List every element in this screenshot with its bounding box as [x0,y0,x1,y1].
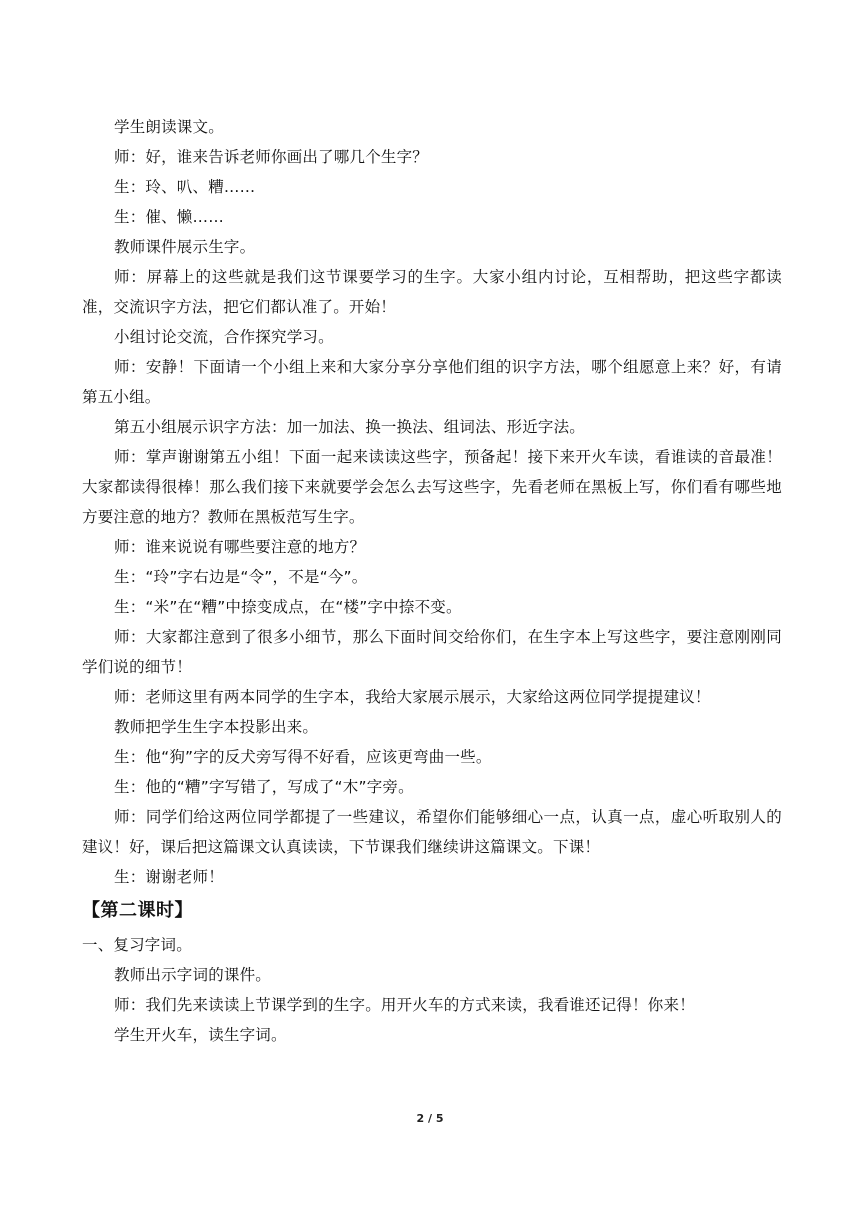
paragraph: 师：我们先来读读上节课学到的生字。用开火车的方式来读，我看谁还记得！你来！ [114,996,695,1014]
paragraph: 生：玲、叭、糟…… [114,178,256,196]
paragraph: 教师出示字词的课件。 [114,966,272,984]
paragraph: 师：谁来说说有哪些要注意的地方？ [114,538,366,556]
paragraph: 生：催、懒…… [114,208,224,226]
paragraph: 师：大家都注意到了很多小细节，那么下面时间交给你们，在生字本上写这些字，要注意刚刚同学们说的细节！ [82,628,782,676]
paragraph: 生：“玲”字右边是“令”，不是“今”。 [114,568,368,586]
paragraph: 师：同学们给这两位同学都提了一些建议，希望你们能够细心一点，认真一点，虚心听取别人的建议！好，课后把这篇课文认真读读，下节课我们继续讲这篇课文。下课！ [82,808,782,856]
section-heading: 【第二课时】 [82,900,193,921]
paragraph: 学生开火车，读生字词。 [114,1026,287,1044]
paragraph: 生：他的“糟”字写错了，写成了“木”字旁。 [114,778,414,796]
paragraph: 师：屏幕上的这些就是我们这节课要学习的生字。大家小组内讨论，互相帮助，把这些字都读准，交流识字方法，把它们都认准了。开始！ [82,268,782,316]
paragraph: 生：他“狗”字的反犬旁写得不好看，应该更弯曲一些。 [114,748,492,766]
page-number: 2 / 5 [416,1112,444,1125]
paragraph: 学生朗读课文。 [114,118,224,136]
review-heading: 一、复习字词。 [82,936,192,954]
paragraph: 教师课件展示生字。 [114,238,256,256]
paragraph: 师：掌声谢谢第五小组！下面一起来读读这些字，预备起！接下来开火车读，看谁读的音最准！大家都读得很棒！那么我们接下来就要学会怎么去写这些字，先看老师在黑板上写，你们看有哪些地方要注意的地方？教师在黑板范写生字。 [82,448,782,526]
document-body [82,112,782,1050]
paragraph: 生：“米”在“糟”中捺变成点，在“楼”字中捺不变。 [114,598,462,616]
paragraph: 师：安静！下面请一个小组上来和大家分享分享他们组的识字方法，哪个组愿意上来？好，有请第五小组。 [82,358,782,406]
paragraph: 生：谢谢老师！ [114,868,224,886]
paragraph: 第五小组展示识字方法：加一加法、换一换法、组词法、形近字法。 [114,418,586,436]
paragraph: 师：老师这里有两本同学的生字本，我给大家展示展示，大家给这两位同学提提建议！ [114,688,711,706]
paragraph: 师：好，谁来告诉老师你画出了哪几个生字？ [114,148,429,166]
paragraph: 教师把学生生字本投影出来。 [114,718,319,736]
paragraph: 小组讨论交流，合作探究学习。 [114,328,334,346]
